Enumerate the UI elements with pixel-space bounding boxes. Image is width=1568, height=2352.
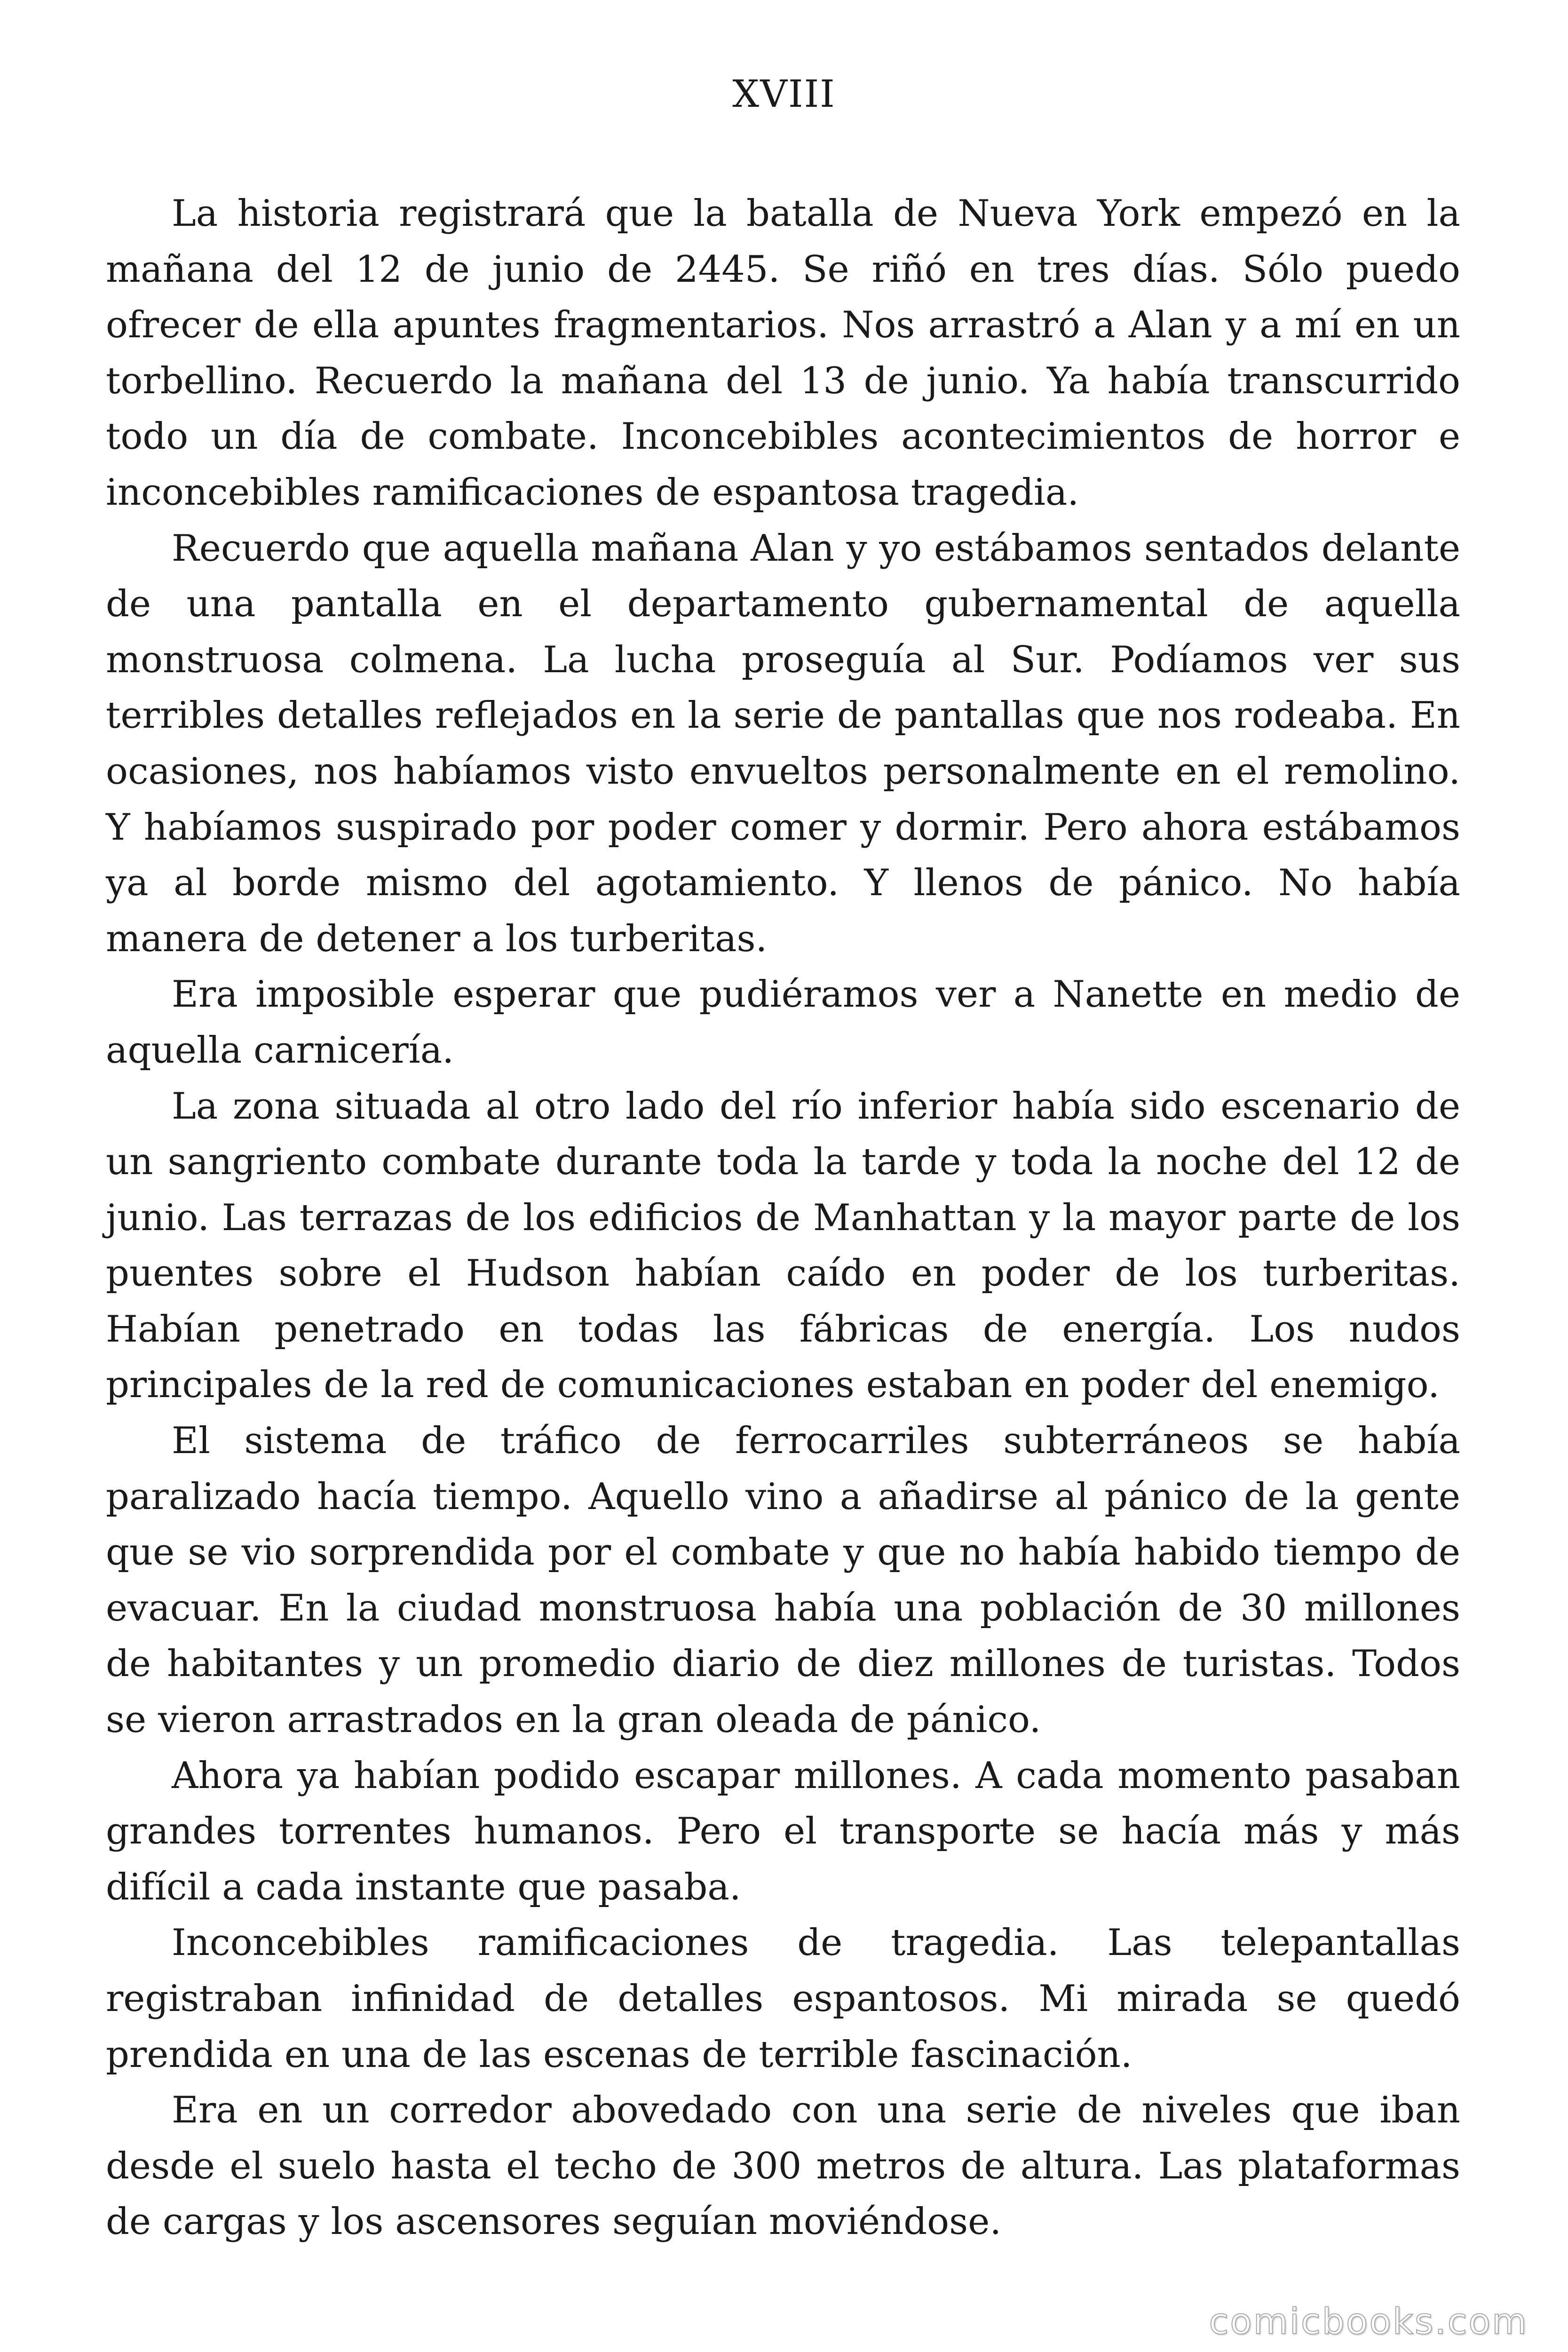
paragraph: La historia registrará que la batalla de Nueva York empezó en la mañana del 12 de junio de 2445. Se riñó en tres días. Sólo puedo ofrecer de ella apuntes fragmentarios. Nos arrastró a Alan y a mí en un torbellino. Recuerdo la mañana del 13 de junio. Ya había transcurrido todo un día de combate. Inconcebibles acontecimientos de horror e inconcebibles ramificaciones de espantosa tragedia. <box>106 192 1460 514</box>
paragraph: El sistema de tráfico de ferrocarriles subterráneos se había paralizado hacía tiempo. Aquello vino a añadirse al pánico de la gente que se vio sorprendida por el combate y que no había habido tiempo de evacuar. En la ciudad monstruosa había una población de 30 millones de habitantes y un promedio diario de diez millones de turistas. Todos se vieron arrastrados en la gran oleada de pánico. <box>106 1420 1460 1741</box>
watermark: comicbooks.com <box>1209 2300 1528 2342</box>
paragraph: La zona situada al otro lado del río inferior había sido escenario de un sangriento combate durante toda la tarde y toda la noche del 12 de junio. Las terrazas de los edificios de Manhattan y la mayor parte de los puentes sobre el Hudson habían caído en poder de los turberitas. Habían penetrado en todas las fábricas de energía. Los nudos principales de la red de comunicaciones estaban en poder del enemigo. <box>106 1085 1460 1406</box>
paragraph: Inconcebibles ramificaciones de tragedia. Las telepantallas registraban infinidad de detalles espantosos. Mi mirada se quedó prendida en una de las escenas de terrible fascinación. <box>106 1922 1460 2076</box>
body-text <box>106 186 1460 2250</box>
chapter-heading: XVIII <box>732 72 836 116</box>
paragraph: Ahora ya habían podido escapar millones. A cada momento pasaban grandes torrentes humanos. Pero el transporte se hacía más y más difícil a cada instante que pasaba. <box>106 1754 1460 1908</box>
paragraph: Era en un corredor abovedado con una serie de niveles que iban desde el suelo hasta el techo de 300 metros de altura. Las plataformas de cargas y los ascensores seguían moviéndose. <box>106 2089 1460 2243</box>
paragraph: Recuerdo que aquella mañana Alan y yo estábamos sentados delante de una pantalla en el departamento gubernamental de aquella monstruosa colmena. La lucha proseguía al Sur. Podíamos ver sus terribles detalles reflejados en la serie de pantallas que nos rodeaba. En ocasiones, nos habíamos visto envueltos personalmente en el remolino. Y habíamos suspirado por poder comer y dormir. Pero ahora estábamos ya al borde mismo del agotamiento. Y llenos de pánico. No había manera de detener a los turberitas. <box>106 527 1460 960</box>
paragraph: Era imposible esperar que pudiéramos ver a Nanette en medio de aquella carnicería. <box>106 973 1460 1072</box>
